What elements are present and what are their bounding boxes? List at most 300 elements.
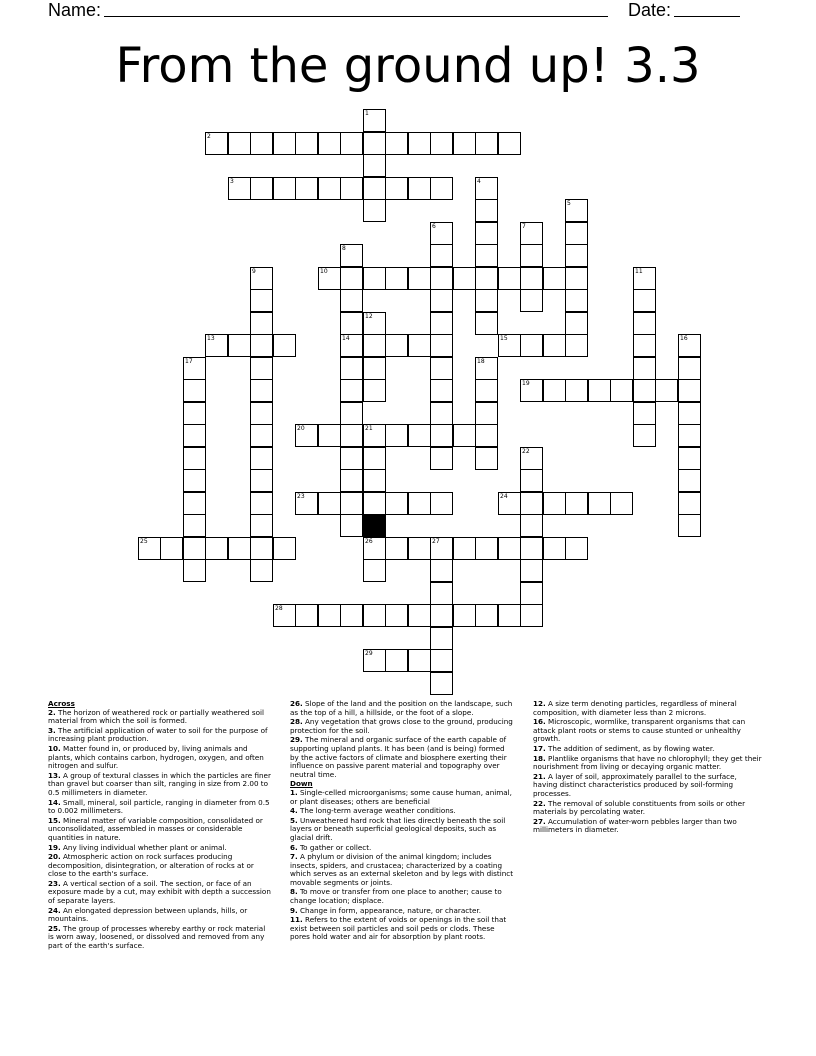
clue-number-label: 20: [297, 425, 305, 432]
grid-cell[interactable]: [408, 424, 431, 447]
grid-cell[interactable]: [340, 357, 363, 380]
grid-cell[interactable]: [273, 177, 296, 200]
clue-number-label: 16: [680, 335, 688, 342]
grid-cell[interactable]: [363, 604, 386, 627]
grid-cell[interactable]: [385, 604, 408, 627]
grid-cell[interactable]: [250, 379, 273, 402]
clue-item: [533, 800, 763, 817]
grid-cell[interactable]: [678, 447, 701, 470]
grid-cell[interactable]: [633, 424, 656, 447]
grid-cell[interactable]: [430, 177, 453, 200]
clue-number: 25.: [48, 923, 61, 933]
clue-item: [290, 888, 515, 905]
grid-cell[interactable]: [273, 334, 296, 357]
grid-black-cell: [363, 514, 386, 537]
clue-item: [533, 718, 763, 744]
grid-cell[interactable]: [340, 379, 363, 402]
grid-cell[interactable]: [475, 537, 498, 560]
clue-item: [48, 817, 273, 843]
grid-cell[interactable]: [250, 177, 273, 200]
down-heading: Down: [290, 779, 313, 789]
clue-number-label: 23: [297, 493, 305, 500]
grid-cell[interactable]: [385, 649, 408, 672]
grid-cell[interactable]: [363, 177, 386, 200]
clue-number-label: 1: [365, 110, 369, 117]
grid-cell[interactable]: [250, 132, 273, 155]
clue-number: 6.: [290, 842, 298, 852]
grid-cell[interactable]: [318, 492, 341, 515]
grid-cell[interactable]: [340, 402, 363, 425]
grid-cell[interactable]: [520, 492, 543, 515]
grid-cell[interactable]: [475, 357, 498, 380]
clue-number-label: 4: [477, 178, 481, 185]
clue-item: [48, 853, 273, 879]
grid-cell[interactable]: [385, 334, 408, 357]
grid-cell[interactable]: [228, 537, 251, 560]
clue-number-label: 8: [342, 245, 346, 252]
clue-text: The horizon of weathered rock or partially weathered soil material from which the soil is formed.: [48, 707, 264, 726]
clue-number-label: 29: [365, 650, 373, 657]
grid-cell[interactable]: [430, 627, 453, 650]
clue-number: 7.: [290, 852, 298, 862]
grid-cell[interactable]: [520, 559, 543, 582]
clue-item: [290, 700, 515, 717]
clue-number: 14.: [48, 797, 61, 807]
clue-number: 20.: [48, 852, 61, 862]
grid-cell[interactable]: [430, 604, 453, 627]
clue-number: 9.: [290, 905, 298, 915]
grid-cell[interactable]: [340, 469, 363, 492]
grid-cell[interactable]: [318, 267, 341, 290]
grid-cell[interactable]: [160, 537, 183, 560]
grid-cell[interactable]: [430, 132, 453, 155]
clue-number: 16.: [533, 717, 546, 727]
grid-cell[interactable]: [205, 334, 228, 357]
grid-cell[interactable]: [183, 379, 206, 402]
clue-text: Single-celled microorganisms; some cause human, animal, or plant diseases; others are beneficial: [290, 787, 512, 806]
grid-cell[interactable]: [453, 132, 476, 155]
grid-cell[interactable]: [520, 514, 543, 537]
grid-cell[interactable]: [520, 379, 543, 402]
grid-cell[interactable]: [295, 132, 318, 155]
clue-text: Any vegetation that grows close to the ground, producing protection for the soil.: [290, 717, 513, 735]
grid-cell[interactable]: [430, 222, 453, 245]
grid-cell[interactable]: [138, 537, 161, 560]
grid-cell[interactable]: [520, 334, 543, 357]
grid-cell[interactable]: [475, 379, 498, 402]
grid-cell[interactable]: [340, 604, 363, 627]
clue-item: [290, 844, 515, 853]
grid-cell[interactable]: [363, 357, 386, 380]
clue-item: [290, 853, 515, 887]
grid-cell[interactable]: [498, 492, 521, 515]
grid-cell[interactable]: [318, 424, 341, 447]
clue-number: 11.: [290, 915, 303, 925]
grid-cell[interactable]: [250, 559, 273, 582]
clues-column-1: [48, 700, 273, 952]
clue-number: 3.: [48, 725, 56, 735]
grid-cell[interactable]: [363, 154, 386, 177]
grid-cell[interactable]: [633, 379, 656, 402]
clue-number-label: 10: [320, 268, 328, 275]
clue-item: [48, 727, 273, 744]
grid-cell[interactable]: [250, 537, 273, 560]
clue-number: 26.: [290, 699, 303, 708]
grid-cell[interactable]: [543, 537, 566, 560]
grid-cell[interactable]: [543, 267, 566, 290]
grid-cell[interactable]: [250, 267, 273, 290]
grid-cell[interactable]: [430, 559, 453, 582]
grid-cell[interactable]: [475, 604, 498, 627]
grid-cell[interactable]: [250, 514, 273, 537]
grid-cell[interactable]: [453, 604, 476, 627]
grid-cell[interactable]: [183, 492, 206, 515]
clue-number-label: 17: [185, 358, 193, 365]
grid-cell[interactable]: [430, 492, 453, 515]
grid-cell[interactable]: [520, 244, 543, 267]
grid-cell[interactable]: [183, 424, 206, 447]
grid-cell[interactable]: [318, 604, 341, 627]
grid-cell[interactable]: [183, 469, 206, 492]
grid-cell[interactable]: [183, 514, 206, 537]
grid-cell[interactable]: [610, 492, 633, 515]
grid-cell[interactable]: [408, 649, 431, 672]
grid-cell[interactable]: [340, 132, 363, 155]
grid-cell[interactable]: [340, 334, 363, 357]
grid-cell[interactable]: [385, 537, 408, 560]
clue-number: 1.: [290, 787, 298, 797]
grid-cell[interactable]: [678, 357, 701, 380]
grid-cell[interactable]: [408, 267, 431, 290]
grid-cell[interactable]: [340, 447, 363, 470]
grid-cell[interactable]: [430, 334, 453, 357]
grid-cell[interactable]: [430, 357, 453, 380]
grid-cell[interactable]: [565, 199, 588, 222]
grid-cell[interactable]: [475, 177, 498, 200]
clue-text: Microscopic, wormlike, transparent organisms that can attack plant roots or stems to cause stunted or unhealthy growth.: [533, 717, 746, 744]
grid-cell[interactable]: [588, 379, 611, 402]
grid-cell[interactable]: [363, 559, 386, 582]
clue-item: [290, 789, 515, 806]
clue-number: 29.: [290, 735, 303, 745]
grid-cell[interactable]: [430, 289, 453, 312]
grid-cell[interactable]: [385, 424, 408, 447]
grid-cell[interactable]: [430, 267, 453, 290]
clue-number-label: 3: [230, 178, 234, 185]
grid-cell[interactable]: [475, 424, 498, 447]
clue-text: A vertical section of a soil. The section, or face of an exposure made by a cut, may exhibit with depth a succession of separate layers.: [48, 878, 271, 906]
clue-text: A layer of soil, approximately parallel to the surface, having distinct characteristics produced by soil-forming processes.: [533, 771, 737, 798]
clue-number-label: 11: [635, 268, 643, 275]
grid-cell[interactable]: [520, 469, 543, 492]
grid-cell[interactable]: [565, 244, 588, 267]
clue-text: Plantlike organisms that have no chlorophyll; they get their nourishment from living or decaying organic matter.: [533, 753, 762, 772]
clue-number-label: 2: [207, 133, 211, 140]
grid-cell[interactable]: [340, 514, 363, 537]
grid-cell[interactable]: [565, 492, 588, 515]
across-clue-list: [48, 709, 273, 951]
grid-cell[interactable]: [565, 289, 588, 312]
grid-cell[interactable]: [250, 334, 273, 357]
grid-cell[interactable]: [475, 312, 498, 335]
grid-cell[interactable]: [250, 447, 273, 470]
down-clue-list: [290, 789, 515, 942]
grid-cell[interactable]: [228, 177, 251, 200]
grid-cell[interactable]: [565, 334, 588, 357]
clue-item: [533, 700, 763, 717]
grid-cell[interactable]: [408, 334, 431, 357]
grid-cell[interactable]: [183, 537, 206, 560]
clue-text: Refers to the extent of voids or openings in the soil that exist between soil particles and soil peds or clods. These pores hold water and air for absorption by plant roots.: [290, 915, 507, 942]
grid-cell[interactable]: [318, 132, 341, 155]
grid-cell[interactable]: [408, 132, 431, 155]
grid-cell[interactable]: [408, 537, 431, 560]
grid-cell[interactable]: [520, 267, 543, 290]
clue-item: [290, 718, 515, 735]
clue-item: [48, 880, 273, 906]
clue-item: [48, 772, 273, 798]
grid-cell[interactable]: [565, 537, 588, 560]
clue-item: [290, 736, 515, 779]
grid-cell[interactable]: [340, 312, 363, 335]
grid-cell[interactable]: [543, 334, 566, 357]
grid-cell[interactable]: [430, 447, 453, 470]
grid-cell[interactable]: [273, 537, 296, 560]
grid-cell[interactable]: [363, 312, 386, 335]
grid-cell[interactable]: [363, 424, 386, 447]
grid-cell[interactable]: [475, 132, 498, 155]
grid-cell[interactable]: [475, 402, 498, 425]
grid-cell[interactable]: [318, 177, 341, 200]
clue-number: 13.: [48, 770, 61, 780]
clue-text: The addition of sediment, as by flowing water.: [545, 743, 715, 753]
grid-cell[interactable]: [475, 289, 498, 312]
grid-cell[interactable]: [295, 604, 318, 627]
grid-cell[interactable]: [678, 334, 701, 357]
grid-cell[interactable]: [250, 424, 273, 447]
grid-cell[interactable]: [340, 267, 363, 290]
grid-cell[interactable]: [498, 537, 521, 560]
clue-number-label: 24: [500, 493, 508, 500]
grid-cell[interactable]: [295, 424, 318, 447]
grid-cell[interactable]: [430, 312, 453, 335]
grid-cell[interactable]: [565, 267, 588, 290]
clue-item: [290, 916, 515, 942]
grid-cell[interactable]: [273, 604, 296, 627]
grid-cell[interactable]: [340, 177, 363, 200]
grid-cell[interactable]: [363, 267, 386, 290]
clue-item: [48, 745, 273, 771]
grid-cell[interactable]: [543, 492, 566, 515]
grid-cell[interactable]: [363, 537, 386, 560]
clues-column-3: [533, 700, 763, 836]
grid-cell[interactable]: [183, 559, 206, 582]
clue-item: [48, 907, 273, 924]
grid-cell[interactable]: [363, 109, 386, 132]
grid-cell[interactable]: [475, 199, 498, 222]
grid-cell[interactable]: [205, 132, 228, 155]
grid-cell[interactable]: [430, 424, 453, 447]
clue-number-label: 6: [432, 223, 436, 230]
grid-cell[interactable]: [430, 649, 453, 672]
grid-cell[interactable]: [520, 289, 543, 312]
clue-number: 23.: [48, 878, 61, 888]
grid-cell[interactable]: [498, 132, 521, 155]
clue-number-label: 5: [567, 200, 571, 207]
grid-cell[interactable]: [363, 379, 386, 402]
grid-cell[interactable]: [250, 312, 273, 335]
across-heading: Across: [48, 699, 75, 708]
grid-cell[interactable]: [250, 289, 273, 312]
clue-number: 28.: [290, 717, 303, 727]
name-label: Name:: [48, 0, 102, 20]
grid-cell[interactable]: [475, 447, 498, 470]
grid-cell[interactable]: [385, 132, 408, 155]
clue-number-label: 13: [207, 335, 215, 342]
grid-cell[interactable]: [250, 492, 273, 515]
grid-cell[interactable]: [183, 447, 206, 470]
clue-number-label: 22: [522, 448, 530, 455]
clue-number: 10.: [48, 743, 61, 753]
grid-cell[interactable]: [250, 357, 273, 380]
clue-text: A size term denoting particles, regardless of mineral composition, with diameter less than 2 microns.: [533, 699, 737, 717]
grid-cell[interactable]: [633, 357, 656, 380]
grid-cell[interactable]: [655, 379, 678, 402]
clue-item: [48, 799, 273, 816]
grid-cell[interactable]: [273, 132, 296, 155]
grid-cell[interactable]: [633, 402, 656, 425]
grid-cell[interactable]: [183, 402, 206, 425]
grid-cell[interactable]: [520, 604, 543, 627]
grid-cell[interactable]: [520, 537, 543, 560]
grid-cell[interactable]: [408, 604, 431, 627]
grid-cell[interactable]: [678, 379, 701, 402]
grid-cell[interactable]: [633, 334, 656, 357]
grid-cell[interactable]: [678, 424, 701, 447]
clue-text: To move or transfer from one place to another; cause to change location; displace.: [290, 887, 502, 906]
grid-cell[interactable]: [475, 244, 498, 267]
date-label: Date:: [628, 0, 672, 20]
grid-cell[interactable]: [430, 582, 453, 605]
grid-cell[interactable]: [678, 402, 701, 425]
clue-item: [290, 817, 515, 843]
grid-cell[interactable]: [363, 132, 386, 155]
grid-cell[interactable]: [430, 402, 453, 425]
grid-cell[interactable]: [408, 492, 431, 515]
grid-cell[interactable]: [385, 177, 408, 200]
clue-number-label: 14: [342, 335, 350, 342]
grid-cell[interactable]: [520, 222, 543, 245]
grid-cell[interactable]: [430, 244, 453, 267]
grid-cell[interactable]: [453, 537, 476, 560]
grid-cell[interactable]: [565, 312, 588, 335]
grid-cell[interactable]: [363, 469, 386, 492]
grid-cell[interactable]: [183, 357, 206, 380]
grid-cell[interactable]: [205, 537, 228, 560]
grid-cell[interactable]: [475, 222, 498, 245]
grid-cell[interactable]: [678, 492, 701, 515]
clue-text: To gather or collect.: [297, 842, 372, 852]
grid-cell[interactable]: [340, 244, 363, 267]
clue-text: Any living individual whether plant or animal.: [60, 842, 227, 852]
clue-item: [290, 907, 515, 916]
grid-cell[interactable]: [520, 447, 543, 470]
clue-item: [48, 925, 273, 951]
clue-text: A phylum or division of the animal kingdom; includes insects, spiders, and crustacea; characterized by a coating which serves as an external skeleton and by legs with distinct movable segments or joints.: [290, 852, 514, 887]
grid-cell[interactable]: [250, 469, 273, 492]
clue-number: 12.: [533, 699, 546, 708]
grid-cell[interactable]: [363, 649, 386, 672]
clue-text: The group of processes whereby earthy or rock material is worn away, loosened, or dissolved and removed from any part of the earth's surface.: [48, 923, 266, 951]
clue-number: 27.: [533, 816, 546, 826]
grid-cell[interactable]: [475, 267, 498, 290]
grid-cell[interactable]: [340, 289, 363, 312]
grid-cell[interactable]: [385, 492, 408, 515]
grid-cell[interactable]: [453, 267, 476, 290]
clue-number: 15.: [48, 815, 61, 825]
clue-text: Matter found in, or produced by, living animals and plants, which contains carbon, hydrogen, oxygen, and often nitrogen and sulfur.: [48, 743, 264, 771]
grid-cell[interactable]: [363, 492, 386, 515]
clue-number-label: 9: [252, 268, 256, 275]
grid-cell[interactable]: [340, 492, 363, 515]
grid-cell[interactable]: [565, 379, 588, 402]
clue-number: 17.: [533, 743, 546, 753]
clue-number-label: 15: [500, 335, 508, 342]
grid-cell[interactable]: [430, 379, 453, 402]
clue-number: 4.: [290, 806, 298, 816]
grid-cell[interactable]: [340, 424, 363, 447]
clue-item: [48, 709, 273, 726]
clue-number: 2.: [48, 707, 56, 717]
down-clue-list: [533, 700, 763, 835]
grid-cell[interactable]: [363, 334, 386, 357]
grid-cell[interactable]: [678, 469, 701, 492]
grid-cell[interactable]: [610, 379, 633, 402]
grid-cell[interactable]: [250, 402, 273, 425]
grid-cell[interactable]: [363, 447, 386, 470]
grid-cell[interactable]: [498, 267, 521, 290]
grid-cell[interactable]: [543, 379, 566, 402]
grid-cell[interactable]: [363, 199, 386, 222]
clue-number-label: 28: [275, 605, 283, 612]
clue-text: The removal of soluble constituents from soils or other materials by percolating water.: [533, 798, 746, 817]
clue-item: [533, 818, 763, 835]
grid-cell[interactable]: [228, 132, 251, 155]
grid-cell[interactable]: [385, 267, 408, 290]
grid-cell[interactable]: [430, 537, 453, 560]
grid-cell[interactable]: [633, 267, 656, 290]
clue-number: 18.: [533, 753, 546, 763]
grid-cell[interactable]: [520, 582, 543, 605]
grid-cell[interactable]: [565, 222, 588, 245]
grid-cell[interactable]: [295, 177, 318, 200]
grid-cell[interactable]: [228, 334, 251, 357]
grid-cell[interactable]: [408, 177, 431, 200]
grid-cell[interactable]: [498, 604, 521, 627]
grid-cell[interactable]: [633, 312, 656, 335]
clues-column-2: [290, 700, 515, 943]
clue-text: Unweathered hard rock that lies directly beneath the soil layers or beneath superficial geological deposits, such as glacial drift.: [290, 815, 506, 842]
grid-cell[interactable]: [498, 334, 521, 357]
grid-cell[interactable]: [678, 514, 701, 537]
grid-cell[interactable]: [633, 289, 656, 312]
clue-number-label: 25: [140, 538, 148, 545]
grid-cell[interactable]: [453, 424, 476, 447]
across-clue-list: [290, 700, 515, 779]
grid-cell[interactable]: [430, 672, 453, 695]
grid-cell[interactable]: [295, 492, 318, 515]
grid-cell[interactable]: [588, 492, 611, 515]
